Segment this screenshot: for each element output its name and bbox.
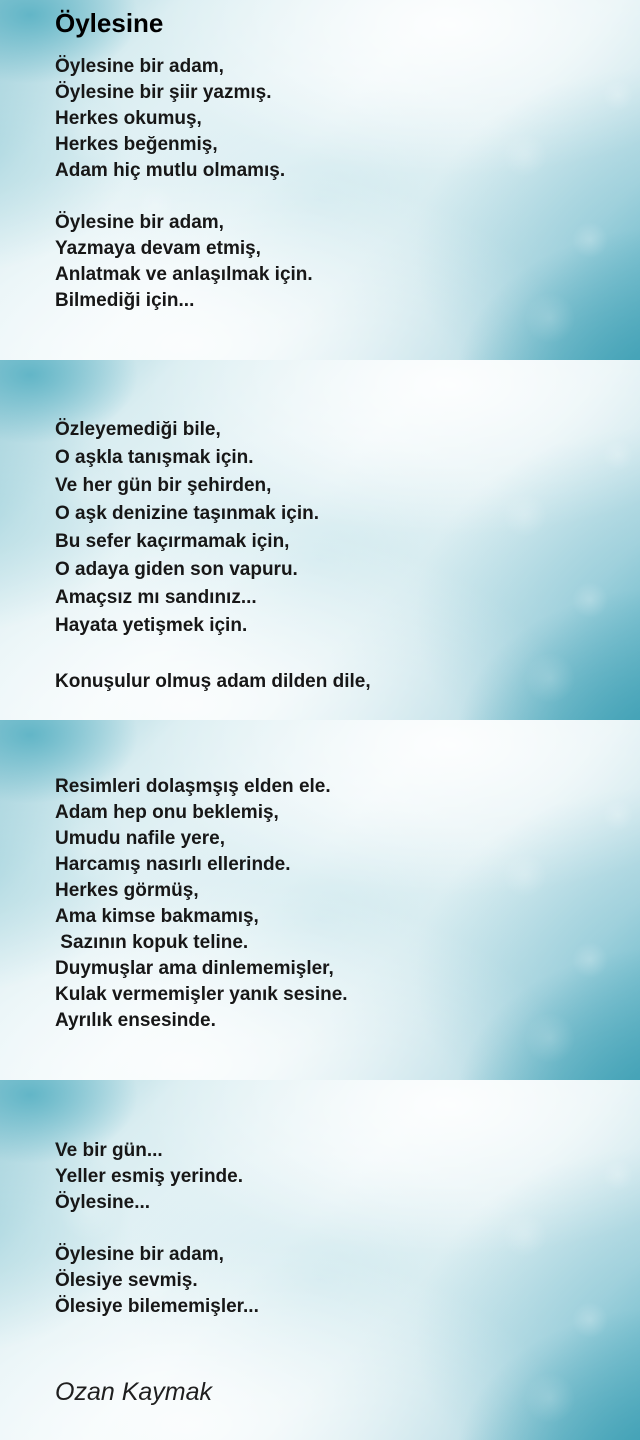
poem-line: Herkes beğenmiş, xyxy=(55,134,218,155)
poem-line: Öylesine bir adam, xyxy=(55,1244,224,1265)
poem-line: O aşkla tanışmak için. xyxy=(55,447,254,468)
poem-line: Kulak vermemişler yanık sesine. xyxy=(55,984,348,1005)
poem-line: Duymuşlar ama dinlememişler, xyxy=(55,958,334,979)
poem-line: Konuşulur olmuş adam dilden dile, xyxy=(55,671,371,692)
poem-section-1-content xyxy=(55,8,625,314)
author-signature: Ozan Kaymak xyxy=(55,1378,213,1406)
poem-line: Adam hiç mutlu olmamış. xyxy=(55,160,286,181)
poem-line: Öylesine bir şiir yazmış. xyxy=(55,82,272,103)
poem-section-2 xyxy=(0,360,640,720)
poem-line: Amaçsız mı sandınız... xyxy=(55,587,257,608)
poem-line xyxy=(55,1216,625,1242)
poem-line: Ama kimse bakmamış, xyxy=(55,906,259,927)
poem-section-3 xyxy=(0,720,640,1080)
poem-stanza-group-2 xyxy=(55,416,625,696)
poem-line xyxy=(55,640,625,668)
poem-line: Bilmediği için... xyxy=(55,290,195,311)
poem-line: Ölesiye sevmiş. xyxy=(55,1270,198,1291)
poem-line: Ayrılık ensesinde. xyxy=(55,1010,216,1031)
poem-line: Ve bir gün... xyxy=(55,1140,163,1161)
poem-line: Umudu nafile yere, xyxy=(55,828,225,849)
poem-line: Yeller esmiş yerinde. xyxy=(55,1166,244,1187)
poem-line: Bu sefer kaçırmamak için, xyxy=(55,531,290,552)
poem-line: Adam hep onu beklemiş, xyxy=(55,802,279,823)
poem-section-3-content xyxy=(55,774,625,1034)
poem-line: Sazının kopuk teline. xyxy=(55,932,249,953)
poem-line: Herkes okumuş, xyxy=(55,108,202,129)
poem-line: Herkes görmüş, xyxy=(55,880,199,901)
poem-line: Öylesine... xyxy=(55,1192,151,1213)
poem-line: O aşk denizine taşınmak için. xyxy=(55,503,319,524)
poem-stanza-group-4 xyxy=(55,1138,625,1320)
poem-line: Ölesiye bilememişler... xyxy=(55,1296,259,1317)
poem-section-4 xyxy=(0,1080,640,1440)
poem-stanza-group-1 xyxy=(55,54,625,314)
poem-line: Öylesine bir adam, xyxy=(55,212,224,233)
poem-line: Hayata yetişmek için. xyxy=(55,615,248,636)
poem-line: Anlatmak ve anlaşılmak için. xyxy=(55,264,313,285)
poem-title: Öylesine xyxy=(55,8,164,38)
poem-section-2-content xyxy=(55,416,625,696)
poem-section-1 xyxy=(0,0,640,360)
poem-line: Öylesine bir adam, xyxy=(55,56,224,77)
poem-stanza-group-3 xyxy=(55,774,625,1034)
poem-line: Yazmaya devam etmiş, xyxy=(55,238,261,259)
poem-line: Ve her gün bir şehirden, xyxy=(55,475,272,496)
poem-line: Resimleri dolaşmşış elden ele. xyxy=(55,776,331,797)
poem-section-4-content xyxy=(55,1138,625,1320)
poem-line: O adaya giden son vapuru. xyxy=(55,559,298,580)
poem-line: Harcamış nasırlı ellerinde. xyxy=(55,854,291,875)
poem-line: Özleyemediği bile, xyxy=(55,419,221,440)
poem-line xyxy=(55,184,625,210)
